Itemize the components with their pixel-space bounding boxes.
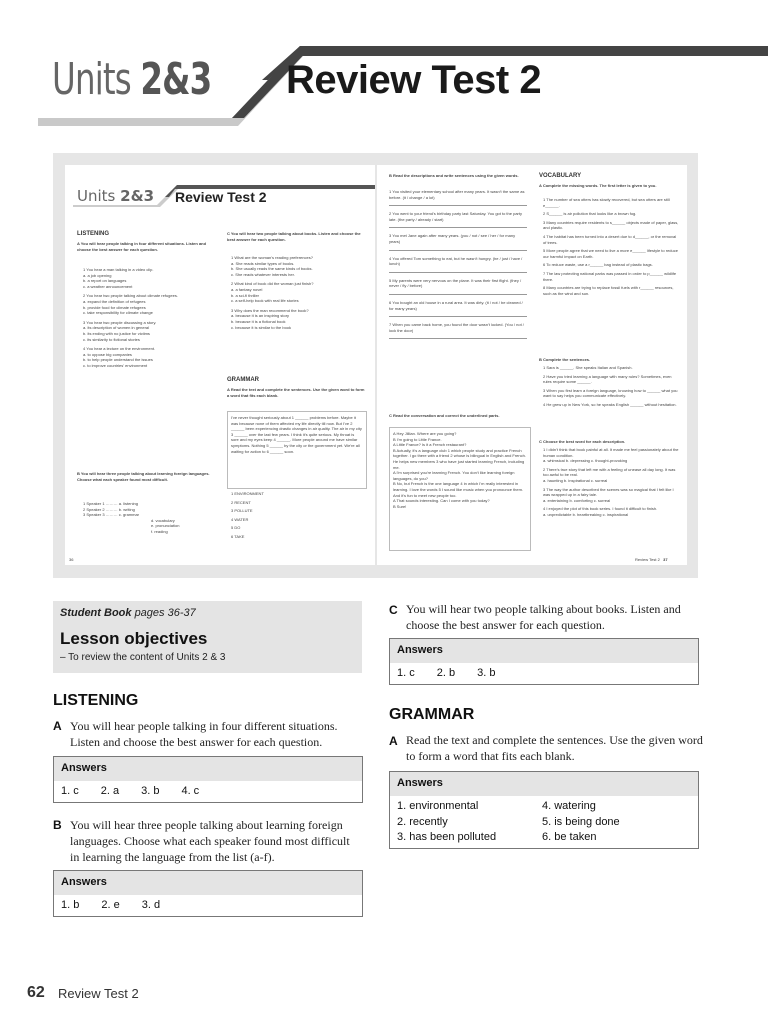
grammar-a-answers [390,796,698,849]
answer-item: 3. b [141,785,160,797]
thumbnail-reading-b-items: 1 You visited your elementary school after many years. It wasn't the same as before. (it / change / a lot) 2 You went to your friend's birthday party last Saturday. You got to the party late. (the party / already / start) 3 You met Jane again after many years. (you / not / see / her / for many years) 4 You offered Tom something to eat, but he wasn't hungry. (he / just / have / lunch) 5 My parents were very nervous on the plane. It was their first flight. (they / never / fly / before) 6 You bought an old house in a rural area. It was dirty. (it / not / be cleaned / for many years) 7 When you came back home, you found the door wasn't locked. (You / not / lock the door) [389,189,527,344]
answer-item: 2. recently [397,815,448,828]
listening-a-answers-box [53,756,363,803]
header-title: Review Test 2 [286,58,542,102]
thumbnail-vocab-b: B Complete the sentences. [539,357,591,362]
listening-b-answers [54,895,362,915]
thumbnail-conversation: A Hey Jillian. Where are you going? B I'm going to Little France. A Little France? Is it a French restaurant? B Actually, it's a language club 1 which people study and practice French together. I go there with a friend 2 whose is bilingual in English and French. He helps new members 3 who have just started learning French, including me. A I'm surprised you're learning French. You don't like learning foreign languages, do you? B No, but French is the one language 4 in which I'm really interested in learning. I love the words 5 I sound like music when you pronounce them. And it's fun to meet new people too. A That sounds interesting. Can I come with you today? B Sure! [389,427,531,551]
answer-item: 3. has been polluted [397,831,497,843]
student-book-title: Student Book [60,607,132,619]
listening-c-answers-box [389,638,699,685]
thumbnail-vocab-c: C Choose the best word for each description. [539,439,626,444]
answer-item: 2. a [100,785,120,797]
thumbnail-listening-c-items: 1 What are the woman's reading preferences? a. She reads similar types of books. b. She usually reads the same kinds of books. c. She reads whatever interests her. 2 What kind of book did the woman just finish? a. a fantasy novel b. a sci-fi thriller c. a self-help book with real life stories 3 Why does the man recommend the book? a. because it is an inspiring story b. because it is a fictional book c. because it is similar to the book [231,255,314,330]
grammar-a-answers-label: Answers [390,772,698,796]
thumbnail-reading-b: B Read the descriptions and write sentences using the given words. [389,173,519,178]
answer-item: 3. b [477,667,496,679]
footer-title: Review Test 2 [58,986,139,1001]
thumbnail-title: Review Test 2 [175,189,267,205]
thumbnail-listening-a: A You will hear people talking in four different situations. Listen and choose the best answer for each question. [77,241,207,252]
listening-c-letter: C [389,603,398,617]
thumbnail-speakers: 1 Speaker 1 ……… a. listening 2 Speaker 2 ……… b. writing 3 Speaker 3 ……… c. grammar d. vocabulary e. pronunciation f. reading [83,501,180,534]
answer-item: 2. e [101,899,120,911]
thumbnail-listening-items: 1 You hear a man talking in a video clip. a. a job opening b. a report on languages c. a weather announcement 2 You hear two people talking about climate refugees. a. expand the definition of refugees b. provide food for climate refugees c. take responsibility for climate change 3 You hear two people discussing a story. a. its description of women in general b. its ending with no justice for victims c. its similarity to fictional stories 4 You hear a lecture on the environment. a. to oppose big companies b. to help people understand the issues c. to improve countries' environment [83,267,178,368]
page-number: 62 [27,984,45,1001]
listening-a-letter: A [53,719,62,733]
listening-b-answers-box [53,870,363,917]
listening-a-instruction: You will hear people talking in four different situations. Listen and choose the best answer for each question. [70,719,338,749]
header-units-word: Units [52,54,131,105]
listening-c-instruction: You will hear two people talking about books. Listen and choose the best answer for each question. [406,602,681,632]
listening-a-answers [54,781,362,801]
answer-item: 1. b [61,899,80,911]
answer-item: 6. be taken [542,831,597,843]
thumbnail-right-footer: Review Test 2 37 [635,557,668,562]
thumbnail-grammar-text: I've never thought seriously about 1 ______ problems before. Maybe it was because none of them affected my life directly till now. But I've 2 ______ been experiencing drastic changes in air quality. The air in my city 3 ______ over the last few years. I think it's quite serious. My throat is sore and my eyes keep 4 ______. More people around me have similar symptoms. Nothing 5 ______ by the city or the government yet. We're all waiting for action to 6 ______ soon. [227,411,367,489]
grammar-a-instruction: Read the text and complete the sentences. Use the given word to form a word that fits each blank. [406,733,703,763]
grammar-a-answers-box [389,771,699,849]
answer-item: 1. environmental [397,800,479,812]
answer-item: 1. c [61,785,79,797]
listening-a-answers-label: Answers [54,757,362,781]
student-book-label [60,607,196,619]
thumbnail-grammar-a: A Read the text and complete the sentences. Use the given word to form a word that fits each blank. [227,387,365,398]
thumbnail-listening-head: LISTENING [77,231,110,237]
lesson-objectives-subtitle: – To review the content of Units 2 & 3 [60,652,226,663]
student-book-thumbnail [53,153,698,578]
answer-item: 2. b [436,667,456,679]
listening-b-answers-label: Answers [54,871,362,895]
thumbnail-left-page-number: 36 [69,557,74,562]
thumbnail-vocab-a: A Complete the missing words. The first letter is given to you. [539,183,657,188]
listening-heading: LISTENING [53,692,139,709]
answer-item: 3. d [141,899,161,911]
listening-b-letter: B [53,818,62,832]
header-units-numbers: 2&3 [140,54,212,105]
thumbnail-grammar-words: 1 ENVIRONMENT 2 RECENT 3 POLLUTE 4 WATER 5 DO 6 TAKE [231,491,264,539]
thumbnail-right-page [377,165,687,565]
thumbnail-grammar-head: GRAMMAR [227,377,259,383]
thumbnail-vocab-head: VOCABULARY [539,173,582,179]
answer-item: 1. c [397,667,415,679]
thumbnail-vocab-b-items: 1 Sara is ______. She speaks Italian and Spanish. 2 Have you tried learning a language with many rules? Sometimes, even rules require some ______. 3 When you first learn a foreign language, knowing how to ______ what you want to say helps you communicate effectively. 4 He grew up in New York, so he speaks English ______ without hesitation. [543,365,678,407]
thumbnail-vocab-c-items: 1 I didn't think that book painful at all. It made me feel passionately about the human condition. a. whimsical b. depressing c. thought-provoking 2 There's true story that left me with a feeling of unease all day long. It was too awful to be real. a. haunting b. inspirational c. surreal 3 The way the author described the scenes was so magical that I felt like I was wrapped up in a fairy tale. a. entertaining b. comforting c. surreal 4 I enjoyed the plot of this book series. I found it difficult to finish. a. unpredictable b. heartbreaking c. inspirational [543,447,679,517]
answer-item: 4. c [181,785,200,797]
header-units [52,54,211,105]
grammar-heading: GRAMMAR [389,706,475,723]
student-book-pages: pages 36-37 [134,607,196,619]
thumbnail-listening-c: C You will hear two people talking about books. Listen and choose the best answer for each question. [227,231,361,242]
grammar-a-letter: A [389,734,398,748]
thumbnail-vocab-a-items: 1 The number of sea otters has slowly recovered, but sea otters are still e______. 2 S______ is air pollution that looks like a brown fog. 3 Many countries require residents to s______ objects made of paper, glass, and plastic. 4 The habitat has been turned into a desert due to d______, or the removal of trees. 5 More people agree that we need to live a more e______ lifestyle to reduce our harmful impact on Earth. 6 To reduce waste, use a r______ bag instead of plastic bags. 7 The law protecting national parks was passed in order to p______ wildlife there. 8 Many countries are trying to replace fossil fuels with r______ resources, such as the wind and sun. [543,197,679,296]
lesson-objectives-title: Lesson objectives [60,629,208,648]
listening-b-instruction: You will hear three people talking about learning foreign languages. Choose what each speaker found most difficult in learning the language from the list (a-f). [70,818,350,864]
thumbnail-left-page [65,165,375,565]
answer-item: 5. is being done [542,815,620,828]
thumbnail-listening-b: B You will hear three people talking about learning foreign languages. Choose what each speaker found most difficult. [77,471,210,482]
listening-c-answers-label: Answers [390,639,698,663]
answer-item: 4. watering [542,800,596,812]
thumbnail-reading-c: C Read the conversation and correct the underlined parts. [389,413,500,418]
listening-c-answers [390,663,698,683]
thumbnail-units: Units 2&3 [77,187,155,205]
